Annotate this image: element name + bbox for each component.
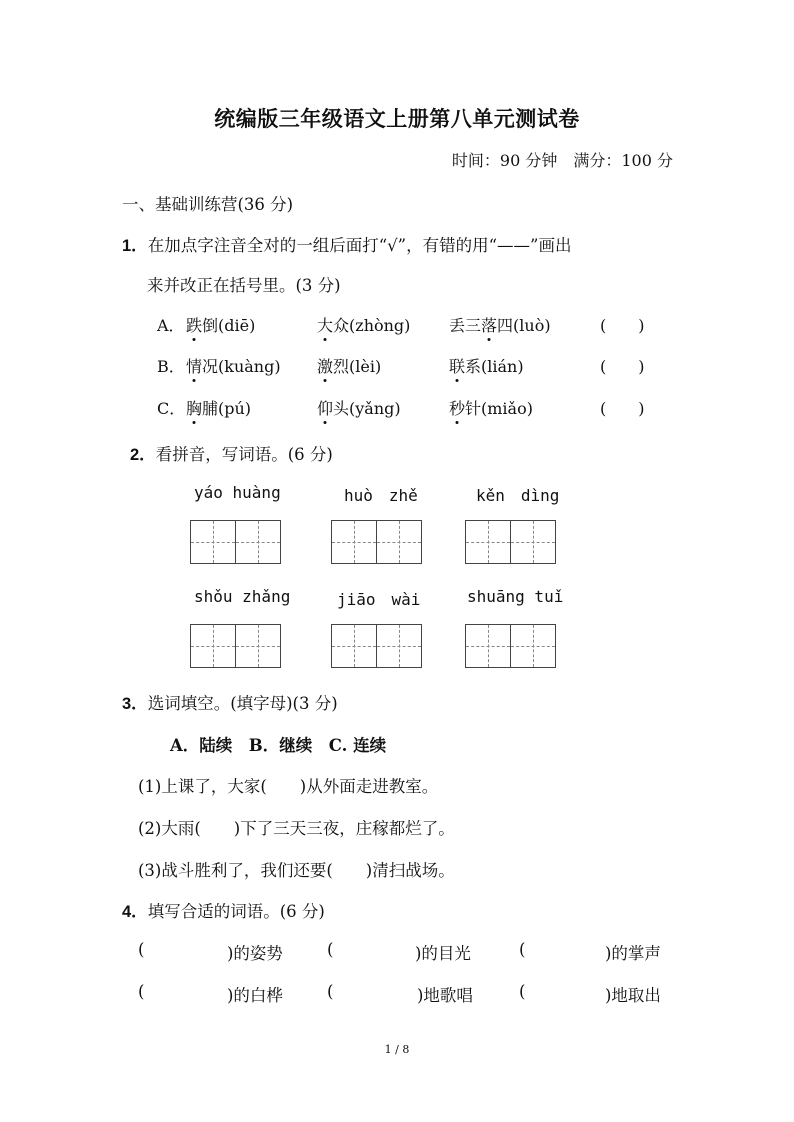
question-number: 1． xyxy=(122,237,148,255)
option-word xyxy=(449,354,524,377)
page-title: 统编版三年级语文上册第八单元测试卷 xyxy=(214,107,580,131)
answer-paren[interactable]: ( ) xyxy=(600,316,645,335)
blank-phrase: )的掌声 xyxy=(605,944,661,963)
question-text: 看拼音，写词语。(6 分) xyxy=(155,445,333,464)
fill-sentence: (3)战斗胜利了，我们还要( )清扫战场。 xyxy=(138,861,455,880)
pinyin-label: shǒu zhǎng xyxy=(194,587,291,606)
pinyin-label: jiāo wài xyxy=(337,590,421,609)
question-4 xyxy=(122,898,325,922)
question-3 xyxy=(122,690,338,714)
writing-grid[interactable] xyxy=(465,624,556,668)
word-part: 系(lián) xyxy=(465,357,524,376)
pinyin-label: huò zhě xyxy=(344,486,418,505)
answer-paren[interactable]: ( ) xyxy=(600,399,645,418)
option-word xyxy=(449,396,533,419)
word-options: A．陆续 B．继续 C. 连续 xyxy=(170,736,387,755)
word-part: 跌 xyxy=(186,313,202,336)
word-part: 针(miǎo) xyxy=(465,399,533,418)
option-label: A． xyxy=(157,316,185,335)
option-word xyxy=(317,313,410,336)
option-label: B． xyxy=(157,357,185,376)
word-part: 大 xyxy=(317,313,333,336)
blank-open: ( xyxy=(327,940,334,959)
question-text: 选词填空。(填字母)(3 分) xyxy=(147,694,338,713)
question-1-line2: 来并改正在括号里。(3 分) xyxy=(147,276,341,295)
question-number: 3． xyxy=(122,695,148,713)
blank-open: ( xyxy=(138,940,145,959)
question-number: 2． xyxy=(130,446,156,464)
word-part: 烈(lèi) xyxy=(333,357,382,376)
word-part: 众(zhòng) xyxy=(333,316,411,335)
word-part: 胸 xyxy=(186,396,202,419)
word-part: 脯(pú) xyxy=(202,399,252,418)
fill-sentence: (1)上课了，大家( )从外面走进教室。 xyxy=(138,777,439,796)
word-part: 联 xyxy=(449,354,465,377)
word-part: 况(kuàng) xyxy=(202,357,281,376)
page-number: 1 / 8 xyxy=(384,1043,410,1056)
question-1 xyxy=(122,232,571,256)
option-word xyxy=(317,354,381,377)
writing-grid[interactable] xyxy=(331,624,422,668)
writing-grid[interactable] xyxy=(190,624,281,668)
option-word xyxy=(449,313,551,336)
word-part: 秒 xyxy=(449,396,465,419)
question-2 xyxy=(130,441,333,465)
blank-phrase: )地取出 xyxy=(605,986,661,1005)
word-part: 四(luò) xyxy=(497,316,551,335)
fill-sentence: (2)大雨( )下了三天三夜，庄稼都烂了。 xyxy=(138,819,455,838)
option-label: C． xyxy=(157,399,186,418)
section-heading: 一、基础训练营(36 分) xyxy=(122,195,294,214)
blank-phrase: )地歌唱 xyxy=(417,986,473,1005)
blank-phrase: )的目光 xyxy=(415,944,471,963)
writing-grid[interactable] xyxy=(465,520,556,564)
writing-grid[interactable] xyxy=(331,520,422,564)
option-word xyxy=(186,313,255,336)
writing-grid[interactable] xyxy=(190,520,281,564)
answer-paren[interactable]: ( ) xyxy=(600,357,645,376)
question-text: 填写合适的词语。(6 分) xyxy=(147,902,325,921)
question-number: 4． xyxy=(122,903,148,921)
word-part: 头(yǎng) xyxy=(333,399,401,418)
word-part: 仰 xyxy=(317,396,333,419)
blank-open: ( xyxy=(519,940,526,959)
option-word xyxy=(186,354,281,377)
word-part: 激 xyxy=(317,354,333,377)
blank-open: ( xyxy=(519,982,526,1001)
blank-phrase: )的姿势 xyxy=(227,944,283,963)
exam-meta: 时间：90 分钟 满分：100 分 xyxy=(451,151,673,170)
word-part: 丢三 xyxy=(449,316,482,335)
pinyin-label: kěn dìng xyxy=(476,486,560,505)
word-part: 落 xyxy=(481,313,497,336)
blank-phrase: )的白桦 xyxy=(227,986,283,1005)
question-text: 在加点字注音全对的一组后面打“√”，有错的用“——”画出 xyxy=(147,236,572,255)
pinyin-label: shuāng tuǐ xyxy=(467,587,564,606)
option-word xyxy=(186,396,251,419)
word-part: 倒(diē) xyxy=(202,316,256,335)
pinyin-label: yáo huàng xyxy=(194,483,281,502)
blank-open: ( xyxy=(138,982,145,1001)
blank-open: ( xyxy=(327,982,334,1001)
option-word xyxy=(317,396,401,419)
word-part: 情 xyxy=(186,354,202,377)
